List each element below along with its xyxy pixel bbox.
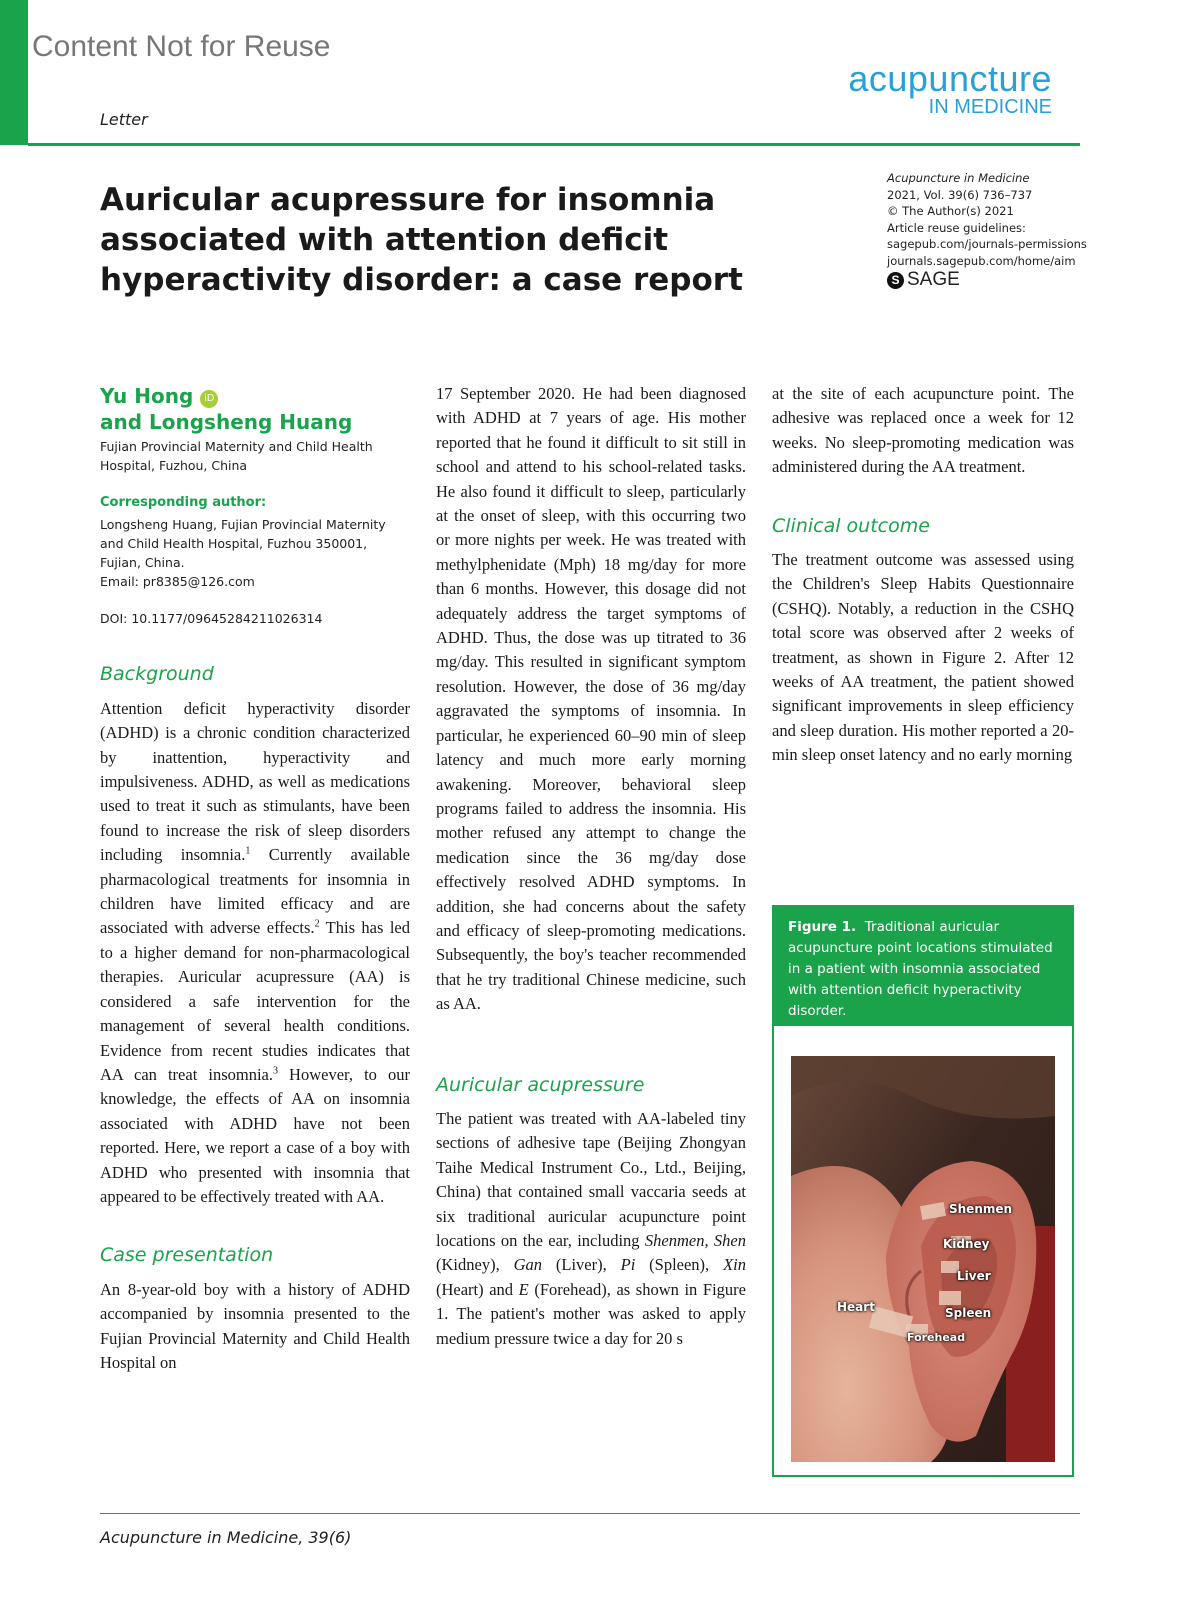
column-1 bbox=[100, 383, 410, 1375]
section-heading-auricular: Auricular acupressure bbox=[436, 1073, 645, 1096]
section-heading-case: Case presentation bbox=[100, 1244, 274, 1267]
orcid-icon[interactable]: iD bbox=[200, 390, 218, 408]
case-paragraph-start: An 8-year-old boy with a history of ADHD accompanied by insomnia presented to the Fujian Provincial Maternity and Child Health Hospital on bbox=[100, 1279, 410, 1372]
affiliation: Fujian Provincial Maternity and Child Health Hospital, Fuzhou, China bbox=[100, 439, 373, 473]
auricular-paragraph-continued: at the site of each acupuncture point. The adhesive was replaced once a week for 12 weeks. No sleep-promoting medication was administered during the AA treatment. bbox=[772, 384, 1074, 477]
article-meta bbox=[887, 170, 1087, 289]
corresponding-details: Longsheng Huang, Fujian Provincial Maternity and Child Health Hospital, Fuzhou 350001, Fujian, China. Email: pr8385@126.com bbox=[100, 515, 410, 591]
meta-reuse: Article reuse guidelines: bbox=[887, 220, 1026, 235]
column-3 bbox=[772, 382, 1074, 768]
figure-1 bbox=[772, 905, 1074, 1477]
point-label-heart: Heart bbox=[837, 1300, 875, 1314]
section-heading-background: Background bbox=[100, 663, 214, 686]
case-paragraph-continued: 17 September 2020. He had been diagnosed with ADHD at 7 years of age. His mother reported that he found it difficult to sit still in school and attend to his school-related tasks. He also found it difficult to sleep, particularly at the onset of sleep, with this occurring two or more nights per week. He was treated with methylphenidate (Mph) 18 mg/day for more than 6 months. However, this dosage did not adequately address the target symptoms of ADHD. Thus, the dose was up titrated to 36 mg/day. This resulted in significant symptom resolution. However, the dose of 36 mg/day aggravated the symptoms of insomnia. In particular, he experienced 60–90 min of sleep latency and much more early morning awakening. Moreover, behavioral sleep programs failed to address the insomnia. His mother refused any attempt to change the medication since the 36 mg/day dose effectively resolved ADHD symptoms. In addition, she had concerns about the safety and efficacy of sleep-promoting medications. Subsequently, the boy's teacher recommended that he try traditional Chinese medicine, such as AA. bbox=[436, 384, 746, 1014]
journal-logo-subtitle: IN MEDICINE bbox=[928, 96, 1052, 118]
footer-rule bbox=[100, 1513, 1080, 1514]
ear-photo bbox=[791, 1056, 1055, 1462]
figure-label: Figure 1. bbox=[788, 919, 857, 935]
point-label-forehead: Forehead bbox=[907, 1331, 966, 1344]
meta-volume: 2021, Vol. 39(6) 736–737 bbox=[887, 187, 1033, 202]
figure-caption bbox=[774, 907, 1072, 1026]
corresponding-heading: Corresponding author: bbox=[100, 495, 267, 510]
doi[interactable]: DOI: 10.1177/09645284211026314 bbox=[100, 611, 323, 627]
article-type: Letter bbox=[100, 110, 148, 129]
meta-permissions-link[interactable]: sagepub.com/journals-permissions bbox=[887, 237, 1087, 251]
figure-caption-text: Traditional auricular acupuncture point locations stimulated in a patient with insomnia associated with attention deficit hyperactivity disorder. bbox=[788, 919, 1053, 1019]
publisher-logo bbox=[887, 269, 1087, 291]
point-label-spleen: Spleen bbox=[945, 1306, 992, 1320]
journal-logo: acupuncture bbox=[848, 58, 1052, 99]
point-label-liver: Liver bbox=[957, 1269, 991, 1283]
column-2 bbox=[436, 382, 746, 1351]
background-paragraph: Attention deficit hyperactivity disorder (ADHD) is a chronic condition characterized by inattention, hyperactivity and impulsiveness. ADHD, as well as medications used to treat it such as stimulants, have been found to increase the risk of sleep disorders including insomnia.$^1$ Currently available pharmacological treatments for insomnia in children have limited efficacy and are associated with adverse effects.$^2$ This has led to a higher demand for non-pharmacological therapies. Auricular acupressure (AA) is considered a safe intervention for the management of several health conditions. Evidence from recent studies indicates that AA can treat insomnia.$^3$ However, to our knowledge, the effects of AA on insomnia associated with ADHD have not been reported. Here, we report a case of a boy with ADHD who presented with insomnia that appeared to be effectively treated with AA. bbox=[100, 698, 410, 1206]
outcome-paragraph: The treatment outcome was assessed using the Children's Sleep Habits Questionnaire (CSHQ). Notably, a reduction in the CSHQ total score was observed after 2 weeks of treatment, as shown in Figure 2. After 12 weeks of AA treatment, the patient showed significant improvements in sleep efficiency and sleep duration. His mother reported a 20-min sleep onset latency and no early morning bbox=[772, 550, 1074, 765]
publisher-name: SAGE bbox=[907, 269, 960, 291]
point-label-kidney: Kidney bbox=[943, 1237, 990, 1251]
footer-citation: Acupuncture in Medicine, 39(6) bbox=[100, 1528, 352, 1547]
header-rule bbox=[28, 143, 1080, 146]
meta-journal: Acupuncture in Medicine bbox=[887, 171, 1030, 185]
article-title: Auricular acupressure for insomnia associated with attention deficit hyperactivity disorder: a case report bbox=[100, 182, 743, 298]
meta-copyright: © The Author(s) 2021 bbox=[887, 204, 1014, 218]
point-label-shenmen: Shenmen bbox=[949, 1202, 1013, 1216]
ear-illustration bbox=[791, 1056, 1055, 1462]
section-heading-outcome: Clinical outcome bbox=[772, 514, 930, 537]
author-line-2: and Longsheng Huang bbox=[100, 410, 353, 434]
auricular-paragraph: The patient was treated with AA-labeled tiny sections of adhesive tape (Beijing Zhongyan Taihe Medical Instrument Co., Ltd., Beijing, China) that contained small vaccaria seeds at six traditional auricular acupuncture point locations on the ear, including Shenmen, Shen (Kidney), Gan (Liver), Pi (Spleen), Xin (Heart) and E (Forehead), as shown in Figure 1. The patient's mother was asked to apply medium pressure twice a day for 20 s bbox=[436, 1108, 746, 1348]
author-line-1: Yu Hong iD bbox=[100, 383, 410, 409]
watermark: Content Not for Reuse bbox=[32, 30, 331, 63]
sage-icon: S bbox=[887, 272, 904, 289]
green-side-bar bbox=[0, 0, 28, 145]
email-link[interactable]: Email: pr8385@126.com bbox=[100, 574, 255, 590]
meta-homepage-link[interactable]: journals.sagepub.com/home/aim bbox=[887, 253, 1076, 268]
